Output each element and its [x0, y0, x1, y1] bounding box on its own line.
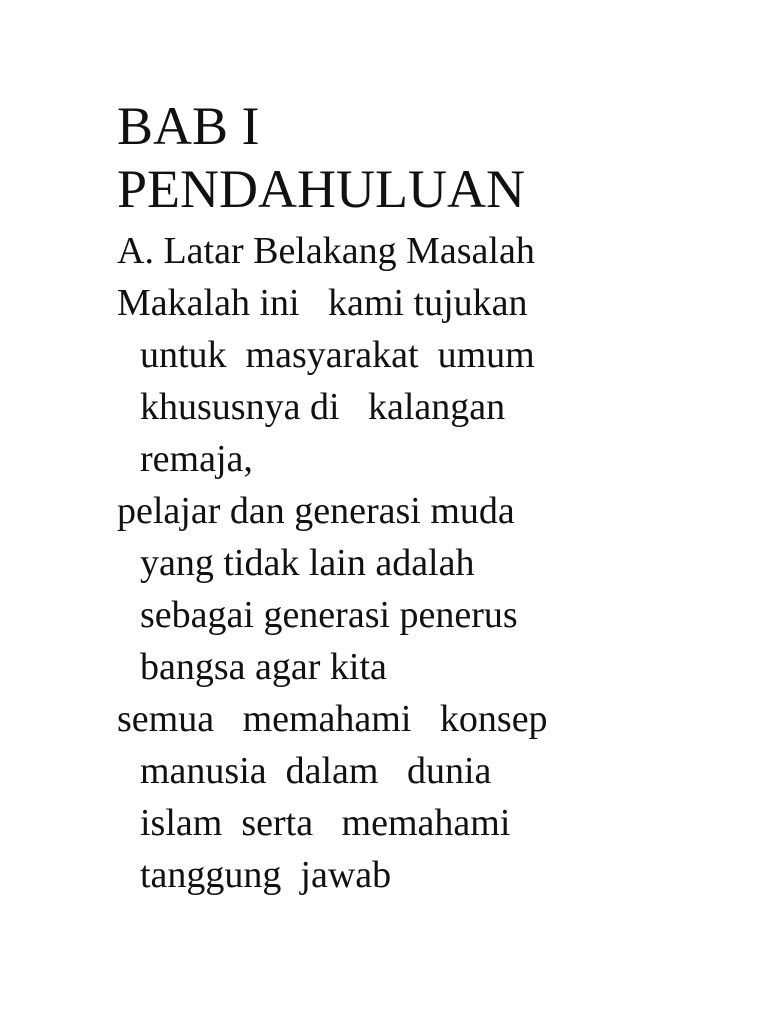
chapter-label: BAB I [117, 96, 260, 156]
section-heading: A. Latar Belakang Masalah [117, 230, 535, 272]
paragraph-line: untuk masyarakat umum [140, 334, 535, 376]
paragraph-line: khususnya di kalangan [140, 386, 506, 428]
paragraph-line: manusia dalam dunia [140, 750, 492, 792]
paragraph-line: sebagai generasi penerus [140, 594, 518, 636]
paragraph-line: Makalah ini kami tujukan [117, 282, 528, 324]
paragraph-line: bangsa agar kita [140, 646, 387, 688]
paragraph-line: tanggung jawab [140, 854, 392, 896]
paragraph-line: remaja, [140, 438, 253, 480]
paragraph-line: semua memahami konsep [117, 698, 548, 740]
paragraph-line: yang tidak lain adalah [140, 542, 475, 584]
paragraph-line: pelajar dan generasi muda [117, 490, 515, 532]
paragraph-line: islam serta memahami [140, 802, 511, 844]
chapter-title: PENDAHULUAN [117, 159, 525, 219]
